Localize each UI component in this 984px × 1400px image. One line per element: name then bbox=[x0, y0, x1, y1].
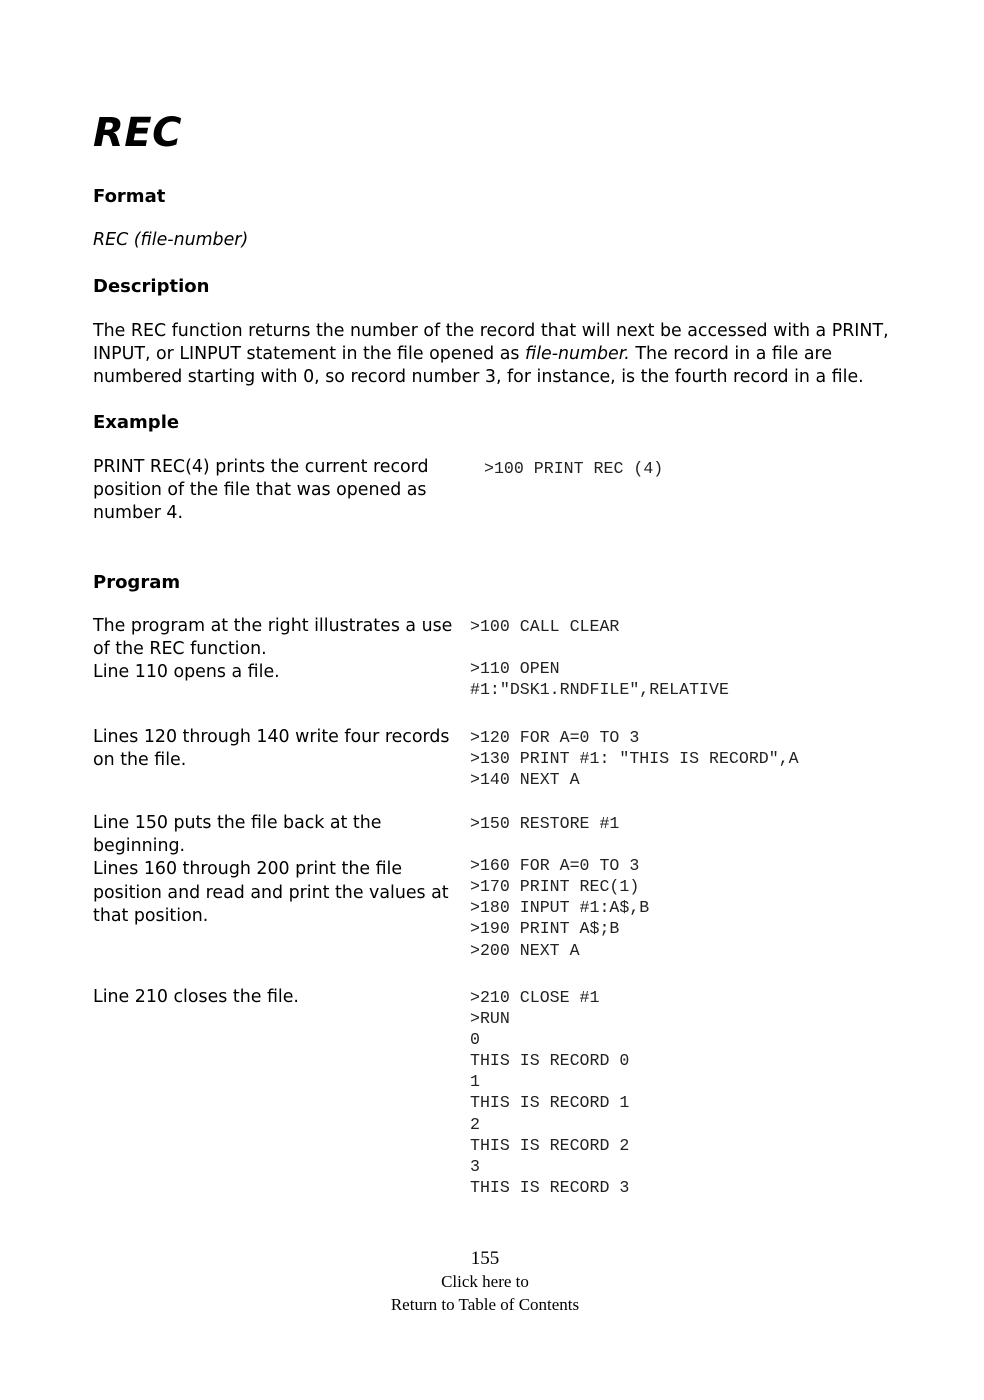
format-syntax: REC (file-number) bbox=[93, 230, 249, 250]
format-heading: Format bbox=[93, 186, 166, 207]
program-heading: Program bbox=[93, 572, 181, 593]
description-text-part1: The REC function returns the number of the record that will next be accessed with a PRINT, INPUT, or LINPUT statement in the file opened as bbox=[93, 321, 889, 365]
program-code-3: >150 RESTORE #1 >160 FOR A=0 TO 3 >170 PRINT REC(1) >180 INPUT #1:A$,B >190 PRINT A$;B >200 NEXT A bbox=[470, 814, 650, 960]
program-text-3: Line 150 puts the file back at the beginning. Lines 160 through 200 print the file position and read and print the values at that position. bbox=[93, 813, 449, 926]
program-text-2: Lines 120 through 140 write four records on the file. bbox=[93, 727, 450, 771]
example-text: PRINT REC(4) prints the current record position of the file that was opened as number 4. bbox=[93, 457, 429, 524]
page-title: REC bbox=[93, 110, 182, 156]
example-heading: Example bbox=[93, 412, 180, 433]
toc-link-line2[interactable]: Return to Table of Contents bbox=[390, 1295, 580, 1314]
program-code-2: >120 FOR A=0 TO 3 >130 PRINT #1: "THIS IS RECORD",A >140 NEXT A bbox=[470, 728, 799, 790]
program-text-1: The program at the right illustrates a use of the REC function. Line 110 opens a file. bbox=[93, 616, 453, 683]
program-code-4: >210 CLOSE #1 >RUN 0 THIS IS RECORD 0 1 THIS IS RECORD 1 2 THIS IS RECORD 2 3 THIS IS RECORD 3 bbox=[470, 988, 630, 1197]
toc-link[interactable] bbox=[0, 1270, 970, 1316]
program-text-4: Line 210 closes the file. bbox=[93, 987, 299, 1007]
program-code-1: >100 CALL CLEAR >110 OPEN #1:"DSK1.RNDFILE",RELATIVE bbox=[470, 617, 729, 700]
toc-link-line1[interactable]: Click here to bbox=[441, 1272, 529, 1291]
description-text bbox=[93, 320, 893, 390]
page-number: 155 bbox=[470, 1248, 500, 1269]
example-code: >100 PRINT REC (4) bbox=[484, 459, 664, 478]
description-text-part2: The record in a file are numbered starting with 0, so record number 3, for instance, is the fourth record in a file. bbox=[93, 344, 864, 388]
description-heading: Description bbox=[93, 276, 210, 297]
description-text-italic: file-number. bbox=[524, 344, 630, 365]
